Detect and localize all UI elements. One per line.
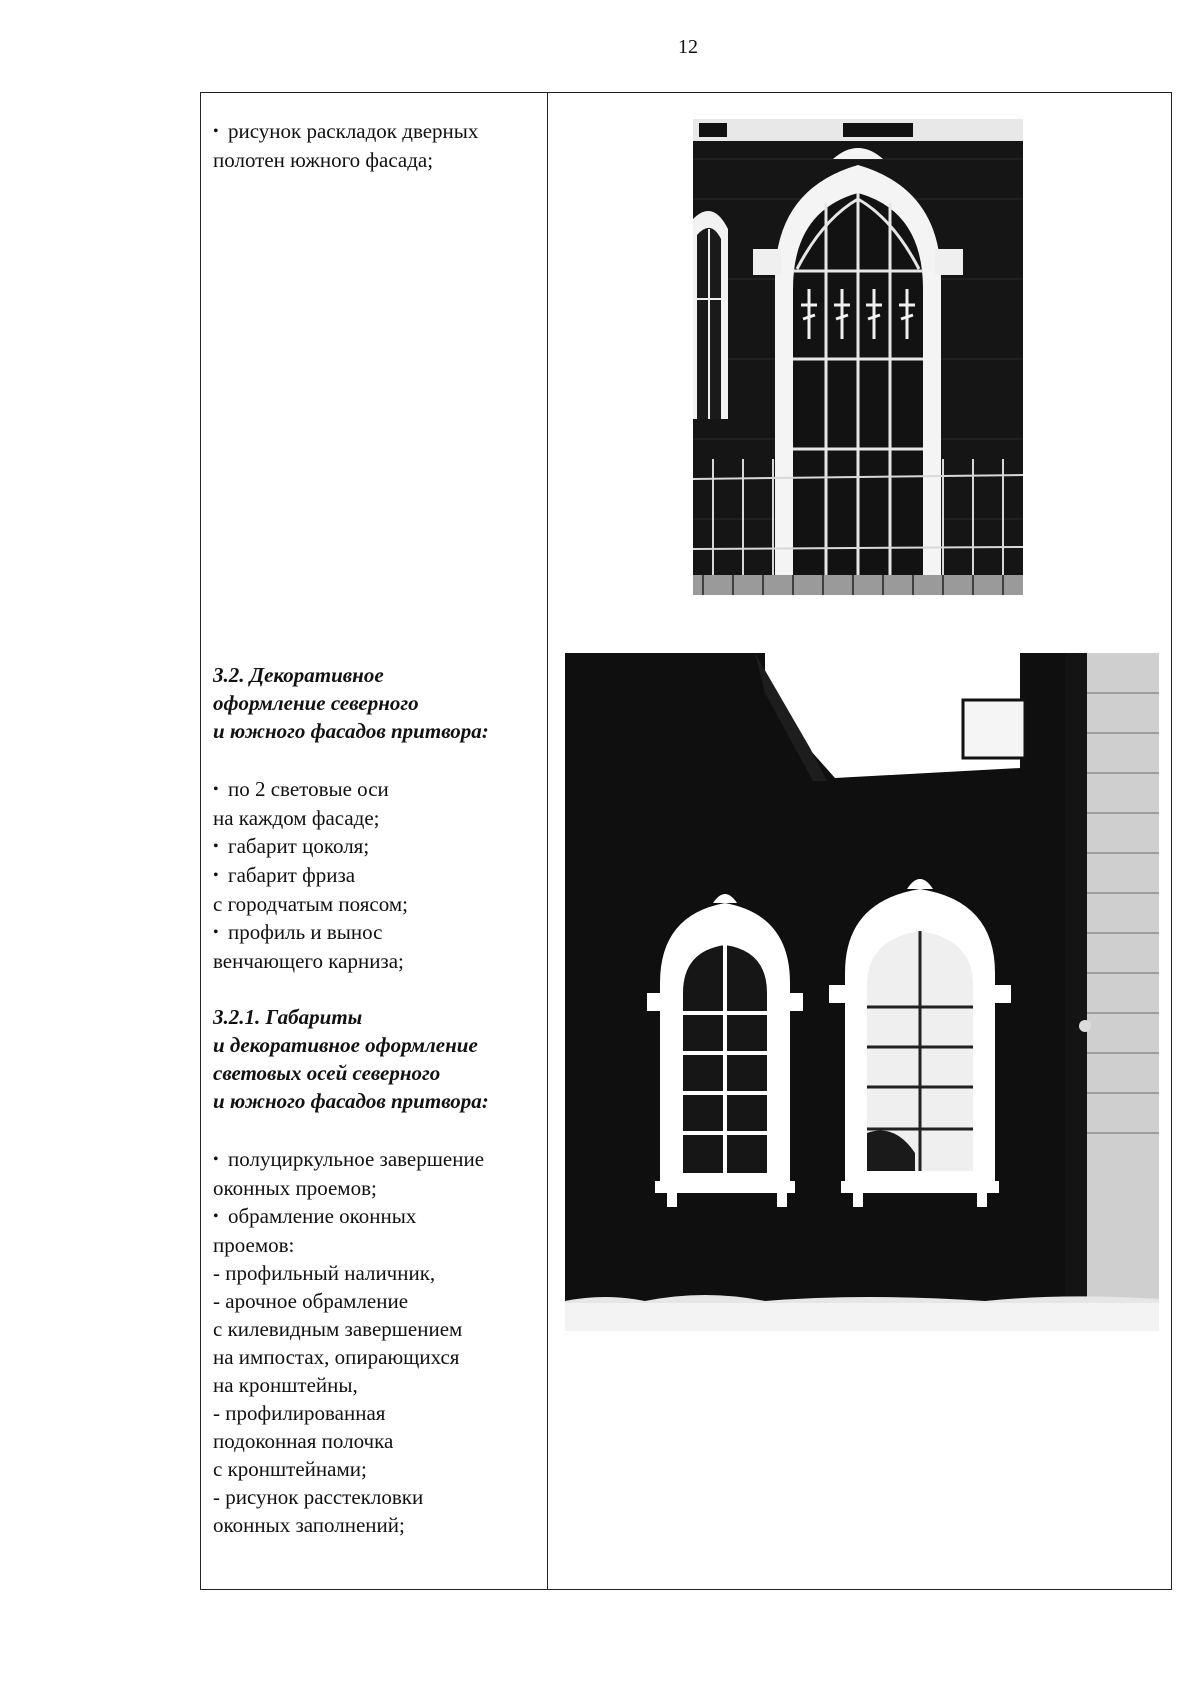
- heading-line: оформление северного: [213, 691, 419, 715]
- list-item-cont: - профильный наличник,: [213, 1261, 436, 1285]
- list-item-cont: - рисунок расстекловки: [213, 1485, 424, 1509]
- section-3-2-1-list: [213, 1145, 484, 1539]
- section-3-2-1-heading: [213, 1003, 489, 1115]
- section-3-2-heading: [213, 661, 489, 745]
- section-3-2-list: [213, 775, 408, 975]
- door-pattern-line-2: полотен южного фасада;: [213, 148, 434, 172]
- list-item: • габарит цоколя;: [213, 832, 408, 861]
- list-item: • полуциркульное завершение: [213, 1145, 484, 1174]
- heading-line: и южного фасадов притвора:: [213, 719, 489, 743]
- list-item: • габарит фриза: [213, 861, 408, 890]
- list-item-cont: на импостах, опирающихся: [213, 1345, 460, 1369]
- list-item: • обрамление оконных: [213, 1202, 484, 1231]
- door-pattern-line-1: • рисунок раскладок дверных: [213, 117, 478, 146]
- list-item-cont: венчающего карниза;: [213, 949, 404, 973]
- list-item-cont: проемов:: [213, 1233, 295, 1257]
- heading-line: 3.2.1. Габариты: [213, 1005, 363, 1029]
- arched-window-photo: [693, 119, 1023, 595]
- list-item: • по 2 световые оси: [213, 775, 408, 804]
- heading-line: 3.2. Декоративное: [213, 663, 384, 687]
- heading-line: и декоративное оформление: [213, 1033, 478, 1057]
- list-item-cont: на каждом фасаде;: [213, 806, 380, 830]
- two-windows-photo: [565, 653, 1159, 1331]
- list-item-cont: оконных заполнений;: [213, 1513, 405, 1537]
- list-item-cont: с кронштейнами;: [213, 1457, 367, 1481]
- list-item-cont: с городчатым поясом;: [213, 892, 408, 916]
- list-item-cont: - профилированная: [213, 1401, 386, 1425]
- list-item-cont: - арочное обрамление: [213, 1289, 409, 1313]
- list-item-cont: подоконная полочка: [213, 1429, 394, 1453]
- door-pattern-item: [213, 117, 478, 174]
- heading-line: и южного фасадов притвора:: [213, 1089, 489, 1113]
- document-table: [200, 92, 1172, 1590]
- list-item-cont: на кронштейны,: [213, 1373, 358, 1397]
- list-item-cont: с килевидным завершением: [213, 1317, 463, 1341]
- list-item: • профиль и вынос: [213, 918, 408, 947]
- page-number: 12: [678, 36, 698, 58]
- heading-line: световых осей северного: [213, 1061, 441, 1085]
- list-item-cont: оконных проемов;: [213, 1176, 377, 1200]
- column-divider: [547, 93, 548, 1589]
